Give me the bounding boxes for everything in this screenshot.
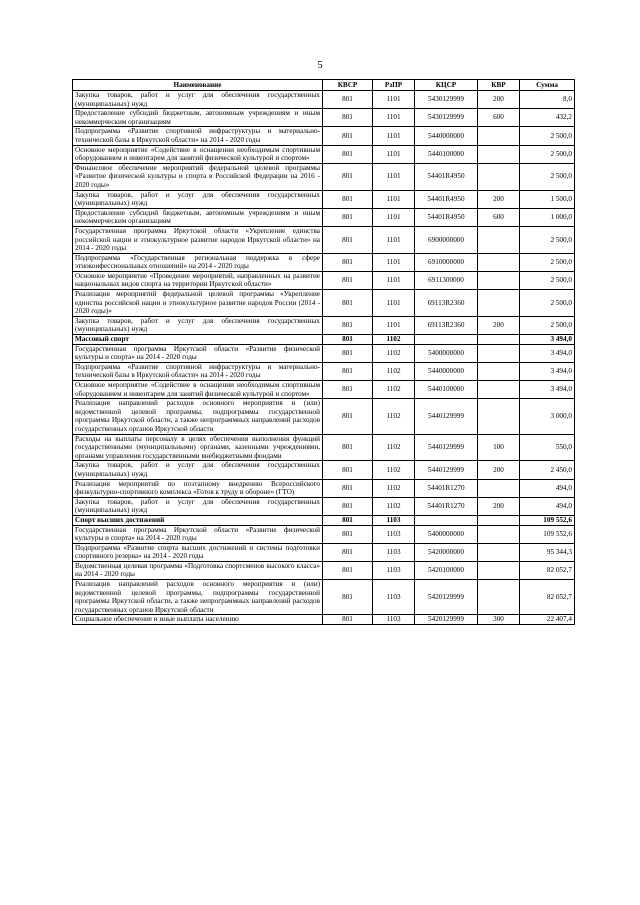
cell-sum: 2 500,0 xyxy=(520,127,575,145)
cell-kvsr: 801 xyxy=(323,525,373,543)
cell-kvsr: 801 xyxy=(323,208,373,226)
cell-name: Подпрограмма «Государственная региональная поддержка в сфере этноконфессиональных отношений» на 2014 - 2020 годы xyxy=(73,253,323,271)
cell-sum: 8,0 xyxy=(520,91,575,109)
cell-rzpr: 1103 xyxy=(373,515,415,525)
cell-name: Подпрограмма «Развитие спортивной инфраструктуры и материально- технической базы в Иркутской области» на 2014 - 2020 годы xyxy=(73,127,323,145)
cell-rzpr: 1102 xyxy=(373,344,415,362)
cell-name: Закупка товаров, работ и услуг для обеспечения государственных (муниципальных) нужд xyxy=(73,91,323,109)
cell-sum: 109 552,6 xyxy=(520,515,575,525)
cell-kcsr: 5430129999 xyxy=(415,109,478,127)
header-kvr: КВР xyxy=(478,80,520,91)
cell-name: Государственная программа Иркутской области «Развитие физической культуры и спорта» на 2014 - 2020 годы xyxy=(73,344,323,362)
cell-rzpr: 1101 xyxy=(373,290,415,317)
cell-name: Закупка товаров, работ и услуг для обеспечения государственных (муниципальных) нужд xyxy=(73,316,323,334)
cell-rzpr: 1102 xyxy=(373,399,415,434)
table-row xyxy=(73,479,575,497)
cell-name: Спорт высших достижений xyxy=(73,515,323,525)
cell-kvr xyxy=(478,226,520,253)
cell-kvsr: 801 xyxy=(323,479,373,497)
cell-name: Государственная программа Иркутской области «Укрепление единства российской нации и этнокультурное развитие народов Иркутской области» на 2014 - 2020 годы xyxy=(73,226,323,253)
table-row xyxy=(73,109,575,127)
cell-kcsr xyxy=(415,335,478,345)
table-row xyxy=(73,543,575,561)
cell-name: Социальное обеспечение и иные выплаты населению xyxy=(73,615,323,625)
table-row xyxy=(73,226,575,253)
cell-rzpr: 1103 xyxy=(373,525,415,543)
cell-rzpr: 1102 xyxy=(373,381,415,399)
cell-sum: 82 052,7 xyxy=(520,580,575,615)
table-row xyxy=(73,344,575,362)
cell-sum: 2 500,0 xyxy=(520,271,575,289)
cell-kvsr: 801 xyxy=(323,226,373,253)
cell-name: Закупка товаров, работ и услуг для обеспечения государственных (муниципальных) нужд xyxy=(73,190,323,208)
cell-kvsr: 801 xyxy=(323,561,373,579)
table-row xyxy=(73,362,575,380)
cell-sum: 1 000,0 xyxy=(520,208,575,226)
cell-kvr: 200 xyxy=(478,190,520,208)
cell-kcsr: 5440000000 xyxy=(415,127,478,145)
cell-kcsr: 5440129999 xyxy=(415,399,478,434)
cell-name: Реализация направлений расходов основного мероприятия и (или) ведомственной целевой программы, подпрограммы государственной программы Иркутской области, а также непрограммных направлений расходов государственных органов Иркутской области xyxy=(73,580,323,615)
cell-sum: 2 500,0 xyxy=(520,253,575,271)
cell-kvsr: 801 xyxy=(323,497,373,515)
cell-kcsr: 5400000000 xyxy=(415,525,478,543)
cell-rzpr: 1101 xyxy=(373,253,415,271)
cell-name: Подпрограмма «Развитие спорта высших достижений и системы подготовки спортивного резерва» на 2014 - 2020 годы xyxy=(73,543,323,561)
cell-kcsr: 5420129999 xyxy=(415,580,478,615)
cell-kcsr: 5440129999 xyxy=(415,434,478,461)
cell-kvr xyxy=(478,543,520,561)
cell-kcsr: 5400000000 xyxy=(415,344,478,362)
cell-name: Массовый спорт xyxy=(73,335,323,345)
cell-rzpr: 1101 xyxy=(373,190,415,208)
cell-sum: 3 494,0 xyxy=(520,381,575,399)
cell-kcsr: 5430129999 xyxy=(415,91,478,109)
cell-name: Финансовое обеспечение мероприятий федеральной целевой программы «Развитие физической культуры и спорта в Российской Федерации на 2016 - 2020 годы» xyxy=(73,163,323,190)
cell-kvr xyxy=(478,362,520,380)
cell-sum: 1 500,0 xyxy=(520,190,575,208)
cell-rzpr: 1102 xyxy=(373,335,415,345)
cell-kvr xyxy=(478,271,520,289)
cell-name: Подпрограмма «Развитие спортивной инфраструктуры и материально- технической базы в Иркутской области» на 2014 - 2020 годы xyxy=(73,362,323,380)
cell-kvr: 200 xyxy=(478,91,520,109)
cell-kcsr: 54401R4950 xyxy=(415,208,478,226)
cell-kvsr: 801 xyxy=(323,190,373,208)
cell-kcsr: 6910000000 xyxy=(415,253,478,271)
cell-kcsr: 54401R1270 xyxy=(415,479,478,497)
cell-kcsr: 54401R4950 xyxy=(415,163,478,190)
cell-kvr: 600 xyxy=(478,109,520,127)
cell-sum: 494,0 xyxy=(520,479,575,497)
cell-name: Основное мероприятие «Проведение мероприятий, направленных на развитие национальных видов спорта на территории Иркутской области» xyxy=(73,271,323,289)
table-header-row xyxy=(73,80,575,91)
cell-kvsr: 801 xyxy=(323,615,373,625)
cell-sum: 3 494,0 xyxy=(520,362,575,380)
cell-kvsr: 801 xyxy=(323,543,373,561)
table-row xyxy=(73,525,575,543)
cell-sum: 2 500,0 xyxy=(520,163,575,190)
cell-sum: 95 344,3 xyxy=(520,543,575,561)
table-row xyxy=(73,515,575,525)
cell-name: Расходы на выплаты персоналу в целях обеспечения выполнения функций государственными (муниципальными) органами, казенными учреждениями, органами управления государственными внебюджетными фондами xyxy=(73,434,323,461)
table-row xyxy=(73,163,575,190)
cell-rzpr: 1103 xyxy=(373,561,415,579)
cell-rzpr: 1101 xyxy=(373,316,415,334)
cell-kvr xyxy=(478,335,520,345)
table-row xyxy=(73,580,575,615)
cell-kvr xyxy=(478,399,520,434)
cell-rzpr: 1102 xyxy=(373,434,415,461)
cell-kvr xyxy=(478,580,520,615)
cell-kvr xyxy=(478,479,520,497)
cell-kcsr: 5440100000 xyxy=(415,145,478,163)
header-name: Наименование xyxy=(73,80,323,91)
cell-rzpr: 1101 xyxy=(373,226,415,253)
cell-name: Ведомственная целевая программа «Подготовка спортсменов высокого класса» на 2014 - 2020 годы xyxy=(73,561,323,579)
cell-name: Предоставление субсидий бюджетным, автономным учреждениям и иным некоммерческим организациям xyxy=(73,208,323,226)
cell-kvsr: 801 xyxy=(323,399,373,434)
cell-rzpr: 1102 xyxy=(373,461,415,479)
cell-sum: 109 552,6 xyxy=(520,525,575,543)
table-row xyxy=(73,381,575,399)
table-row xyxy=(73,561,575,579)
table-row xyxy=(73,335,575,345)
header-sum: Сумма xyxy=(520,80,575,91)
cell-kvr: 300 xyxy=(478,615,520,625)
cell-kcsr: 54401R4950 xyxy=(415,190,478,208)
cell-kcsr: 5440000000 xyxy=(415,362,478,380)
table-row xyxy=(73,497,575,515)
cell-kcsr: 6911300000 xyxy=(415,271,478,289)
cell-kvsr: 801 xyxy=(323,127,373,145)
cell-kvsr: 801 xyxy=(323,109,373,127)
cell-kcsr: 5420100000 xyxy=(415,561,478,579)
cell-kvr: 200 xyxy=(478,497,520,515)
table-row xyxy=(73,190,575,208)
cell-rzpr: 1103 xyxy=(373,615,415,625)
cell-kvsr: 801 xyxy=(323,461,373,479)
cell-kvr: 200 xyxy=(478,316,520,334)
cell-kcsr: 5420129999 xyxy=(415,615,478,625)
table-row xyxy=(73,399,575,434)
cell-kvsr: 801 xyxy=(323,91,373,109)
cell-kvsr: 801 xyxy=(323,290,373,317)
cell-rzpr: 1103 xyxy=(373,580,415,615)
table-row xyxy=(73,253,575,271)
cell-sum: 3 494,0 xyxy=(520,344,575,362)
cell-kvr xyxy=(478,561,520,579)
cell-sum: 2 450,0 xyxy=(520,461,575,479)
cell-rzpr: 1101 xyxy=(373,91,415,109)
cell-kvr xyxy=(478,525,520,543)
cell-rzpr: 1103 xyxy=(373,543,415,561)
cell-sum: 3 000,0 xyxy=(520,399,575,434)
table-row xyxy=(73,615,575,625)
cell-name: Реализация мероприятий федеральной целевой программы «Укрепление единства российской нации и этнокультурное развитие народов России (2014 - 2020 годы)» xyxy=(73,290,323,317)
table-row xyxy=(73,290,575,317)
cell-kvr xyxy=(478,163,520,190)
cell-kvr xyxy=(478,290,520,317)
page-number: 5 xyxy=(317,60,323,71)
cell-kvsr: 801 xyxy=(323,316,373,334)
cell-kvsr: 801 xyxy=(323,580,373,615)
header-rzpr: РзПР xyxy=(373,80,415,91)
cell-sum: 82 052,7 xyxy=(520,561,575,579)
cell-sum: 2 500,0 xyxy=(520,290,575,317)
cell-rzpr: 1102 xyxy=(373,479,415,497)
cell-kvr: 200 xyxy=(478,461,520,479)
cell-kvsr: 801 xyxy=(323,145,373,163)
table-body xyxy=(73,91,575,625)
cell-kvsr: 801 xyxy=(323,335,373,345)
cell-name: Основное мероприятие «Содействие в оснащении необходимым спортивным оборудованием и инвентарем для занятий физической культурой и спортом» xyxy=(73,145,323,163)
cell-rzpr: 1101 xyxy=(373,271,415,289)
cell-sum: 2 500,0 xyxy=(520,145,575,163)
cell-name: Закупка товаров, работ и услуг для обеспечения государственных (муниципальных) нужд xyxy=(73,497,323,515)
cell-kcsr: 54401R1270 xyxy=(415,497,478,515)
cell-kcsr: 5440129999 xyxy=(415,461,478,479)
cell-name: Предоставление субсидий бюджетным, автономным учреждениям и иным некоммерческим организациям xyxy=(73,109,323,127)
cell-name: Государственная программа Иркутской области «Развитие физической культуры и спорта» на 2014 - 2020 годы xyxy=(73,525,323,543)
cell-sum: 432,2 xyxy=(520,109,575,127)
table-row xyxy=(73,91,575,109)
cell-sum: 22 407,4 xyxy=(520,615,575,625)
table-row xyxy=(73,208,575,226)
budget-table xyxy=(72,79,575,625)
cell-rzpr: 1101 xyxy=(373,127,415,145)
cell-rzpr: 1101 xyxy=(373,145,415,163)
cell-sum: 2 500,0 xyxy=(520,316,575,334)
cell-name: Реализация мероприятий по поэтапному внедрению Всероссийского физкультурно-спортивного комплекса «Готов к труду и обороне» (ГТО) xyxy=(73,479,323,497)
cell-kcsr: 5420000000 xyxy=(415,543,478,561)
cell-kcsr: 69113R2360 xyxy=(415,290,478,317)
cell-kcsr xyxy=(415,515,478,525)
cell-kcsr: 6900000000 xyxy=(415,226,478,253)
table-row xyxy=(73,127,575,145)
cell-sum: 494,0 xyxy=(520,497,575,515)
cell-sum: 3 494,0 xyxy=(520,335,575,345)
header-kvsr: КВСР xyxy=(323,80,373,91)
cell-rzpr: 1102 xyxy=(373,362,415,380)
cell-kcsr: 69113R2360 xyxy=(415,316,478,334)
cell-kvr xyxy=(478,515,520,525)
cell-kvr xyxy=(478,127,520,145)
cell-kvr xyxy=(478,344,520,362)
cell-rzpr: 1101 xyxy=(373,208,415,226)
cell-kvsr: 801 xyxy=(323,434,373,461)
cell-kvr xyxy=(478,145,520,163)
cell-kvr: 600 xyxy=(478,208,520,226)
cell-name: Реализация направлений расходов основного мероприятия и (или) ведомственной целевой программы, подпрограммы государственной программы Иркутской области, а также непрограммных направлений расходов государственных органов Иркутской области xyxy=(73,399,323,434)
header-kcsr: КЦСР xyxy=(415,80,478,91)
cell-sum: 2 500,0 xyxy=(520,226,575,253)
cell-kcsr: 5440100000 xyxy=(415,381,478,399)
cell-kvsr: 801 xyxy=(323,253,373,271)
table-row xyxy=(73,434,575,461)
cell-rzpr: 1102 xyxy=(373,497,415,515)
cell-kvsr: 801 xyxy=(323,515,373,525)
cell-kvsr: 801 xyxy=(323,381,373,399)
cell-kvsr: 801 xyxy=(323,163,373,190)
cell-kvsr: 801 xyxy=(323,271,373,289)
cell-sum: 550,0 xyxy=(520,434,575,461)
cell-kvsr: 801 xyxy=(323,344,373,362)
cell-kvr xyxy=(478,381,520,399)
cell-rzpr: 1101 xyxy=(373,109,415,127)
table-row xyxy=(73,316,575,334)
table-row xyxy=(73,461,575,479)
cell-name: Закупка товаров, работ и услуг для обеспечения государственных (муниципальных) нужд xyxy=(73,461,323,479)
table-row xyxy=(73,271,575,289)
cell-name: Основное мероприятие «Содействие в оснащении необходимым спортивным оборудованием и инвентарем для занятий физической культурой и спортом» xyxy=(73,381,323,399)
table-row xyxy=(73,145,575,163)
cell-kvr: 100 xyxy=(478,434,520,461)
cell-rzpr: 1101 xyxy=(373,163,415,190)
cell-kvr xyxy=(478,253,520,271)
cell-kvsr: 801 xyxy=(323,362,373,380)
